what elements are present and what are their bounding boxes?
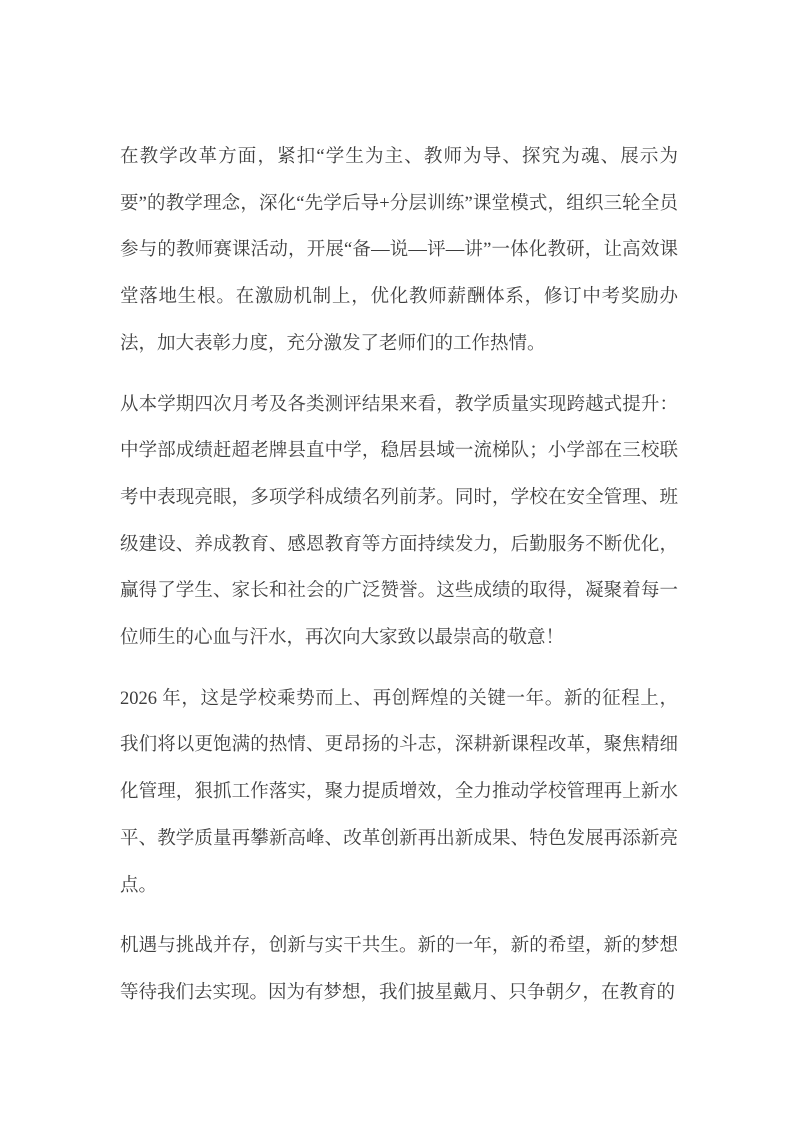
paragraph-2026-outlook: 2026 年，这是学校乘势而上、再创辉煌的关键一年。新的征程上，我们将以更饱满的热情、更昂扬的斗志，深耕新课程改革，聚焦精细化管理，狠抓工作落实，聚力提质增效，全力推动学校管理再上新水平、教学质量再攀新高峰、改革创新再出新成果、特色发展再添新亮点。 <box>120 688 678 896</box>
paragraph-exam-results: 从本学期四次月考及各类测评结果来看，教学质量实现跨越式提升：中学部成绩赶超老牌县直中学，稳居县域一流梯队；小学部在三校联考中表现亮眼，多项学科成绩名列前茅。同时，学校在安全管理、班级建设、养成教育、感恩教育等方面持续发力，后勤服务不断优化，赢得了学生、家长和社会的广泛赞誉。这些成绩的取得，凝聚着每一位师生的心血与汗水，再次向大家致以最崇高的敬意！ <box>120 394 678 649</box>
paragraph-opportunities-challenges: 机遇与挑战并存，创新与实干共生。新的一年，新的希望，新的梦想等待我们去实现。因为有梦想，我们披星戴月、只争朝夕，在教育的 <box>120 936 678 1003</box>
paragraph-teaching-reform: 在教学改革方面，紧扣“学生为主、教师为导、探究为魂、展示为要”的教学理念，深化“先学后导+分层训练”课堂模式，组织三轮全员参与的教师赛课活动，开展“备—说—评—讲”一体化教研，让高效课堂落地生根。在激励机制上，优化教师薪酬体系，修订中考奖励办法，加大表彰力度，充分激发了老师们的工作热情。 <box>120 147 678 354</box>
